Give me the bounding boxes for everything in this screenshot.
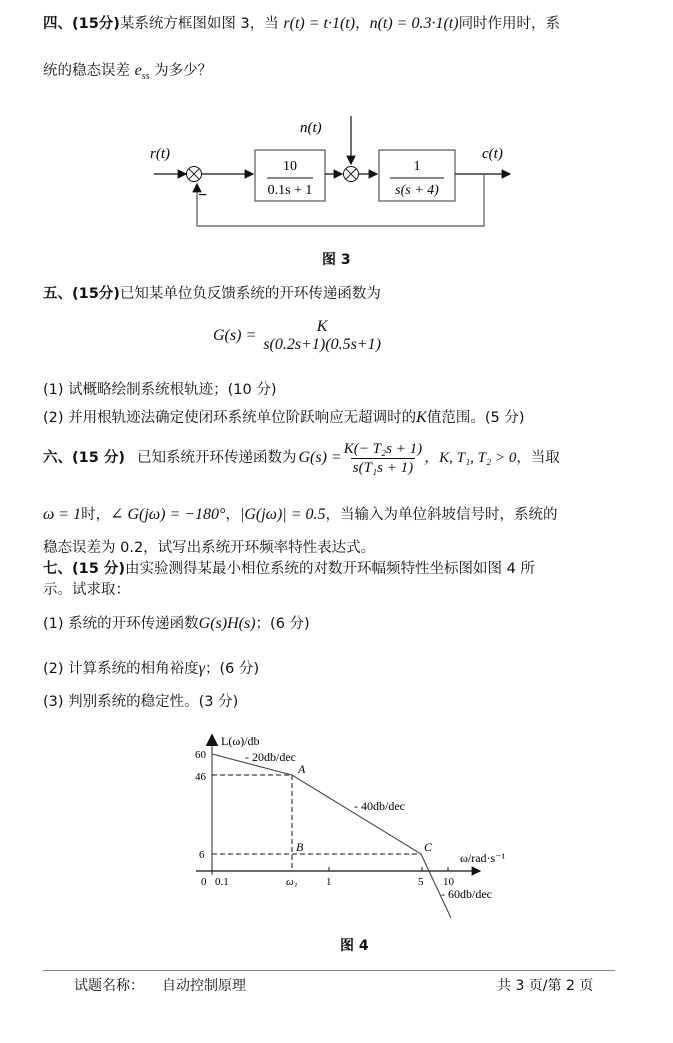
figure-4-caption: 图 4 [340, 938, 369, 954]
q6-line2-d: ，当输入为单位斜坡信号时，系统的 [325, 507, 558, 523]
figure-3-caption: 图 3 [322, 252, 351, 268]
r-label: r(t) [150, 146, 170, 162]
q5-item-2-text: (2) 并用根轨迹法确定使闭环系统单位阶跃响应无超调时的 [43, 410, 417, 426]
q6-text-b: ，当取 [516, 450, 560, 466]
point-label-c: C [424, 840, 433, 854]
x-tick-5: 5 [418, 876, 424, 888]
magnitude-asymptote [212, 754, 451, 918]
x-tick-1: 1 [326, 876, 332, 888]
c-label: c(t) [482, 146, 503, 162]
q4-sep: ， [355, 16, 370, 32]
q6-conditions: ，K, T₁, T₂ > 0 [424, 450, 517, 466]
q5-lhs: G(s) = [213, 327, 257, 344]
x-axis-label: ω/rad·s⁻¹ [460, 851, 506, 865]
footer-rule [43, 970, 615, 971]
q6-numerator: K(− T₂s + 1) [343, 440, 423, 457]
ess-symbol: e [134, 62, 142, 79]
q6-angle: ∠ G(jω) = −180° [110, 506, 226, 523]
n-label: n(t) [300, 120, 322, 136]
slope-label-40: - 40db/dec [354, 799, 405, 813]
footer-pages: 共 3 页/第 2 页 [497, 978, 594, 994]
q5-denominator: s(0.2s+1)(0.5s+1) [263, 336, 381, 353]
q7-item-2-tail: ；(6 分) [204, 661, 260, 677]
x-tick-0.1: 0.1 [215, 876, 229, 888]
q6-lhs: G(s) = [298, 449, 342, 466]
ess-subscript: ss [141, 71, 150, 83]
q4-text-a: 某系统方框图如图 3，当 [119, 16, 279, 32]
footer-course: 自动控制原理 [162, 978, 246, 994]
q7-item-1-text: (1) 系统的开环传递函数 [43, 616, 199, 632]
q5-item-2-k: K [416, 409, 427, 426]
point-label-b: B [296, 840, 304, 854]
q7-item-3: (3) 判别系统的稳定性。(3 分) [43, 694, 239, 710]
q4-text-c: 统的稳态误差 [43, 63, 130, 79]
q6-line2-b: 时， [81, 507, 111, 523]
q6-omega: ω = 1 [43, 506, 82, 523]
q7-item-2-gamma: γ [198, 660, 205, 677]
q7-line2: 示。试求取： [43, 582, 130, 598]
block2-num: 1 [413, 159, 421, 174]
x-tick-10: 10 [443, 876, 454, 888]
block1-num: 10 [283, 159, 297, 174]
q4-r-expr: r(t) = t·1(t) [283, 15, 356, 32]
q5-text: 已知某单位负反馈系统的开环传递函数为 [119, 286, 381, 302]
q5-item-1: (1) 试概略绘制系统根轨迹；(10 分) [43, 382, 277, 398]
x-tick-omega1: ω₁ [286, 876, 298, 888]
q4-heading: 四、(15分) [43, 16, 120, 32]
slope-label-60: - 60db/dec [441, 887, 492, 901]
q7-item-1-tail: ；(6 分) [255, 616, 310, 632]
y-tick-46: 46 [195, 771, 206, 783]
block2-den: s(s + 4) [395, 183, 439, 198]
q7-item-1-math: G(s)H(s) [198, 615, 256, 632]
q7-text-a: 由实验测得某最小相位系统的对数开环幅频特性坐标图如图 4 所 [124, 561, 535, 577]
y-tick-60: 60 [195, 749, 206, 761]
minus-sign: − [198, 187, 208, 204]
q5-heading: 五、(15分) [43, 286, 120, 302]
q6-text-a: 已知系统开环传递函数为 [136, 450, 297, 466]
q7-item-2-text: (2) 计算系统的相角裕度 [43, 661, 199, 677]
x-tick-0: 0 [201, 876, 207, 888]
q5-numerator: K [316, 318, 328, 335]
q6-line3: 稳态误差为 0.2，试写出系统开环频率特性表达式。 [43, 540, 376, 556]
block1-den: 0.1s + 1 [267, 183, 313, 198]
y-axis-label: L(ω)/db [221, 734, 260, 748]
q6-heading: 六、(15 分) [43, 450, 125, 466]
q4-text-b: 同时作用时，系 [458, 16, 561, 32]
q4-text-d: 为多少？ [154, 63, 213, 79]
q6-magnitude: |G(jω)| = 0.5 [239, 506, 326, 523]
q6-denominator: s(T₁s + 1) [352, 459, 414, 476]
q6-line2-c: ， [225, 507, 240, 523]
slope-label-20: - 20db/dec [245, 750, 296, 764]
footer-label: 试题名称： [74, 978, 144, 994]
q5-item-2-tail: 值范围。(5 分) [426, 410, 525, 426]
point-label-a: A [298, 762, 306, 776]
q4-n-expr: n(t) = 0.3·1(t) [369, 15, 459, 32]
q7-heading: 七、(15 分) [43, 561, 125, 577]
y-tick-6: 6 [199, 849, 205, 861]
